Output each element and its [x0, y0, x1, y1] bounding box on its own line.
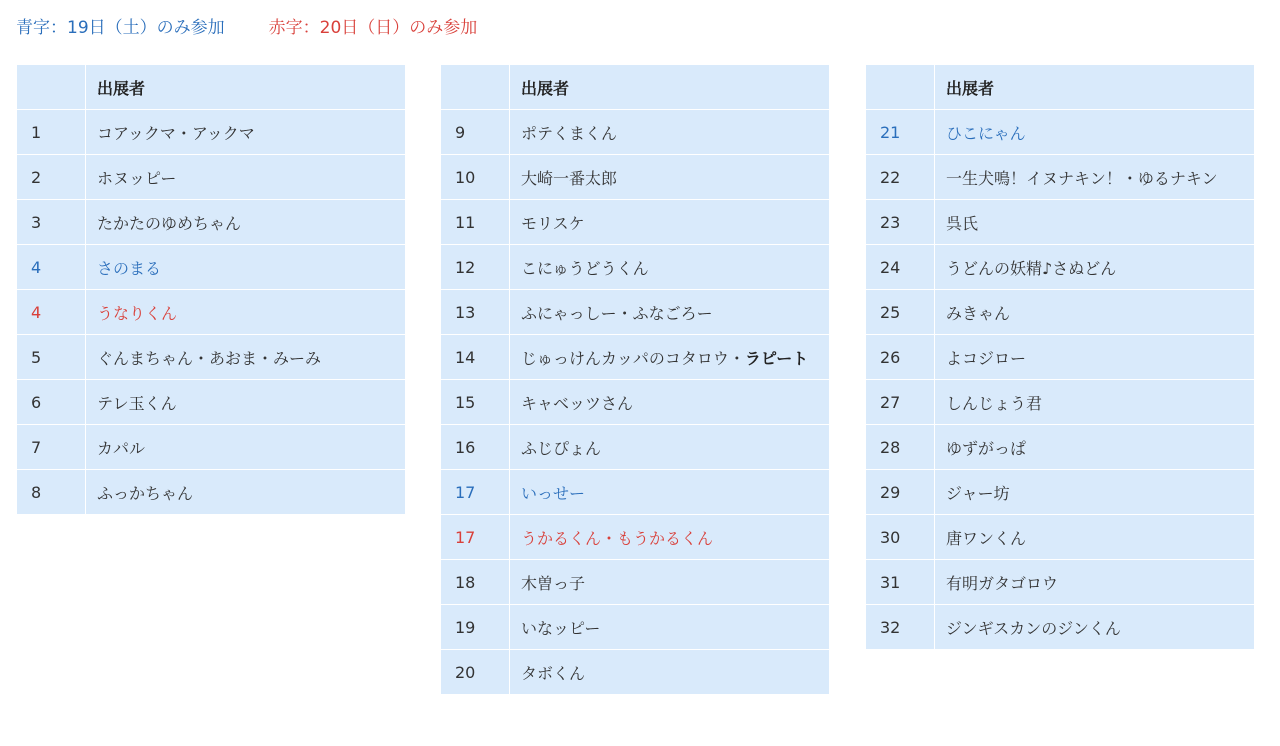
exhibitor-number: 13: [441, 290, 510, 335]
exhibitor-name: 有明ガタゴロウ: [946, 573, 1059, 593]
exhibitor-number: 3: [17, 200, 86, 245]
table-row: [441, 605, 830, 650]
exhibitor-name: ホヌッピー: [97, 168, 177, 188]
exhibitor-name-cell: [510, 335, 830, 380]
exhibitor-name: ジャー坊: [946, 483, 1010, 503]
exhibitor-name: しんじょう君: [946, 393, 1043, 413]
exhibitor-name: ゆずがっぱ: [946, 438, 1027, 458]
table-row: [17, 470, 406, 515]
exhibitor-table-3: [865, 64, 1255, 650]
exhibitor-name-cell: [935, 425, 1255, 470]
table-row: [441, 200, 830, 245]
table-row: [17, 155, 406, 200]
exhibitor-name: ふにゃっしー・ふなごろー: [521, 303, 713, 323]
table-row: [866, 470, 1255, 515]
exhibitor-number: 30: [866, 515, 935, 560]
exhibitor-number: 19: [441, 605, 510, 650]
exhibitor-number: 7: [17, 425, 86, 470]
exhibitor-number: 11: [441, 200, 510, 245]
number-column-header: [17, 65, 86, 110]
exhibitor-name-cell: [510, 245, 830, 290]
table-row: [441, 515, 830, 560]
table-row: [441, 470, 830, 515]
number-column-header: [441, 65, 510, 110]
table-row: [441, 425, 830, 470]
exhibitor-name: ぐんまちゃん・あおま・みーみ: [97, 348, 322, 368]
table-row: [17, 425, 406, 470]
exhibitor-name-cell: [510, 380, 830, 425]
exhibitor-name-cell: [510, 110, 830, 155]
exhibitor-name-cell: [935, 155, 1255, 200]
exhibitor-name: 一生犬鳴！イヌナキン！・ゆるナキン: [946, 168, 1218, 188]
exhibitor-name: 大崎一番太郎: [521, 168, 618, 188]
table-row: [866, 200, 1255, 245]
table-row: [441, 155, 830, 200]
exhibitor-name: カパル: [97, 438, 146, 458]
exhibitor-name-cell: [510, 155, 830, 200]
table-row: [441, 380, 830, 425]
table-row: [441, 245, 830, 290]
exhibitor-name: 唐ワンくん: [946, 528, 1027, 548]
table-row: [866, 335, 1255, 380]
exhibitor-name-cell: [86, 245, 406, 290]
table-row: [17, 290, 406, 335]
exhibitor-table-3-wrapper: [865, 64, 1255, 650]
exhibitor-number: 5: [17, 335, 86, 380]
exhibitor-number: 17: [441, 515, 510, 560]
exhibitor-number: 4: [17, 290, 86, 335]
exhibitor-name-cell: [935, 245, 1255, 290]
exhibitor-number: 26: [866, 335, 935, 380]
exhibitor-name: こにゅうどうくん: [521, 258, 649, 278]
exhibitor-name: いっせー: [521, 483, 586, 503]
exhibitor-table-3-body: [866, 110, 1255, 650]
table-row: [17, 335, 406, 380]
exhibitor-table-2-body: [441, 110, 830, 695]
table-row: [441, 335, 830, 380]
exhibitor-number: 17: [441, 470, 510, 515]
exhibitor-number: 1: [17, 110, 86, 155]
exhibitor-name: 木曽っ子: [521, 573, 586, 593]
exhibitor-name: よコジロー: [946, 348, 1027, 368]
exhibitor-name-cell: [86, 335, 406, 380]
table-row: [866, 245, 1255, 290]
exhibitor-name-cell: [86, 290, 406, 335]
table-header-row: [866, 65, 1255, 110]
exhibitor-number: 2: [17, 155, 86, 200]
table-row: [441, 560, 830, 605]
legend-red-sunday-only: 赤字：20日（日）のみ参加: [268, 18, 478, 38]
exhibitor-number: 23: [866, 200, 935, 245]
exhibitor-name-cell: [510, 200, 830, 245]
exhibitor-name-cell: [935, 290, 1255, 335]
exhibitor-name-cell: [935, 200, 1255, 245]
exhibitor-name: さのまる: [97, 258, 162, 278]
exhibitor-number: 21: [866, 110, 935, 155]
exhibitor-name-cell: [935, 605, 1255, 650]
exhibitor-name-cell: [510, 515, 830, 560]
exhibitor-number: 27: [866, 380, 935, 425]
exhibitor-number: 31: [866, 560, 935, 605]
exhibitor-number: 12: [441, 245, 510, 290]
table-row: [17, 245, 406, 290]
exhibitor-number: 8: [17, 470, 86, 515]
exhibitor-column-header: 出展者: [510, 65, 830, 110]
exhibitor-name: ポテくまくん: [521, 123, 618, 143]
exhibitor-column-header: 出展者: [935, 65, 1255, 110]
table-row: [17, 110, 406, 155]
table-row: [17, 380, 406, 425]
exhibitor-name-cell: [935, 335, 1255, 380]
exhibitor-number: 20: [441, 650, 510, 695]
exhibitor-name: 呉氏: [946, 213, 979, 233]
color-legend: [16, 17, 477, 39]
exhibitor-name: うかるくん・もうかるくん: [521, 528, 714, 548]
exhibitor-number: 4: [17, 245, 86, 290]
exhibitor-name-cell: [510, 560, 830, 605]
exhibitor-name: うどんの妖精♪さぬどん: [946, 258, 1117, 278]
exhibitor-number: 32: [866, 605, 935, 650]
exhibitor-number: 14: [441, 335, 510, 380]
exhibitor-name-cell: [935, 515, 1255, 560]
exhibitor-name-cell: [86, 110, 406, 155]
table-row: [866, 290, 1255, 335]
table-row: [441, 290, 830, 335]
exhibitor-name: みきゃん: [946, 303, 1011, 323]
table-row: [866, 155, 1255, 200]
exhibitor-number: 28: [866, 425, 935, 470]
exhibitor-number: 25: [866, 290, 935, 335]
exhibitor-name: うなりくん: [97, 303, 178, 323]
exhibitor-name-cell: [510, 290, 830, 335]
exhibitor-table-2: [440, 64, 830, 695]
exhibitor-number: 29: [866, 470, 935, 515]
exhibitor-number: 16: [441, 425, 510, 470]
exhibitor-name: キャベッツさん: [521, 393, 634, 413]
exhibitor-name-cell: [510, 650, 830, 695]
exhibitor-table-2-wrapper: [440, 64, 830, 695]
exhibitor-name-bold: ラピート: [744, 348, 809, 368]
table-header-row: [17, 65, 406, 110]
exhibitor-number: 10: [441, 155, 510, 200]
exhibitor-name: モリスケ: [521, 213, 585, 233]
table-row: [441, 110, 830, 155]
exhibitor-number: 18: [441, 560, 510, 605]
table-row: [866, 425, 1255, 470]
exhibitor-name: じゅっけんカッパのコタロウ・: [521, 348, 745, 368]
exhibitor-name-cell: [86, 200, 406, 245]
exhibitor-name-cell: [86, 155, 406, 200]
exhibitor-name-cell: [86, 425, 406, 470]
exhibitor-number: 9: [441, 110, 510, 155]
exhibitor-name-cell: [935, 380, 1255, 425]
exhibitor-name-cell: [86, 380, 406, 425]
exhibitor-name-cell: [510, 605, 830, 650]
exhibitor-number: 15: [441, 380, 510, 425]
exhibitor-name: ひこにゃん: [946, 123, 1026, 143]
exhibitor-table-1-wrapper: [16, 64, 406, 515]
exhibitor-table-1-body: [17, 110, 406, 515]
exhibitor-number: 6: [17, 380, 86, 425]
table-row: [866, 110, 1255, 155]
exhibitor-column-header: 出展者: [86, 65, 406, 110]
table-header-row: [441, 65, 830, 110]
table-row: [866, 605, 1255, 650]
table-row: [866, 380, 1255, 425]
exhibitor-table-1: [16, 64, 406, 515]
exhibitor-name: タボくん: [521, 663, 586, 683]
exhibitor-name: ふじぴょん: [521, 438, 602, 458]
exhibitor-name-cell: [935, 560, 1255, 605]
table-row: [17, 200, 406, 245]
exhibitor-name: たかたのゆめちゃん: [97, 213, 242, 233]
exhibitor-name-cell: [86, 470, 406, 515]
exhibitor-name-cell: [510, 425, 830, 470]
exhibitor-name: ふっかちゃん: [97, 483, 194, 503]
exhibitor-name: コアックマ・アックマ: [97, 123, 255, 143]
exhibitor-name-cell: [510, 470, 830, 515]
exhibitor-number: 22: [866, 155, 935, 200]
exhibitor-number: 24: [866, 245, 935, 290]
exhibitor-name-cell: [935, 470, 1255, 515]
table-row: [441, 650, 830, 695]
number-column-header: [866, 65, 935, 110]
legend-blue-saturday-only: 青字：19日（土）のみ参加: [16, 18, 225, 38]
exhibitor-name: テレ玉くん: [97, 393, 177, 413]
table-row: [866, 560, 1255, 605]
exhibitor-name-cell: [935, 110, 1255, 155]
exhibitor-name: いなッピー: [521, 618, 601, 638]
exhibitor-name: ジンギスカンのジンくん: [946, 618, 1121, 638]
table-row: [866, 515, 1255, 560]
